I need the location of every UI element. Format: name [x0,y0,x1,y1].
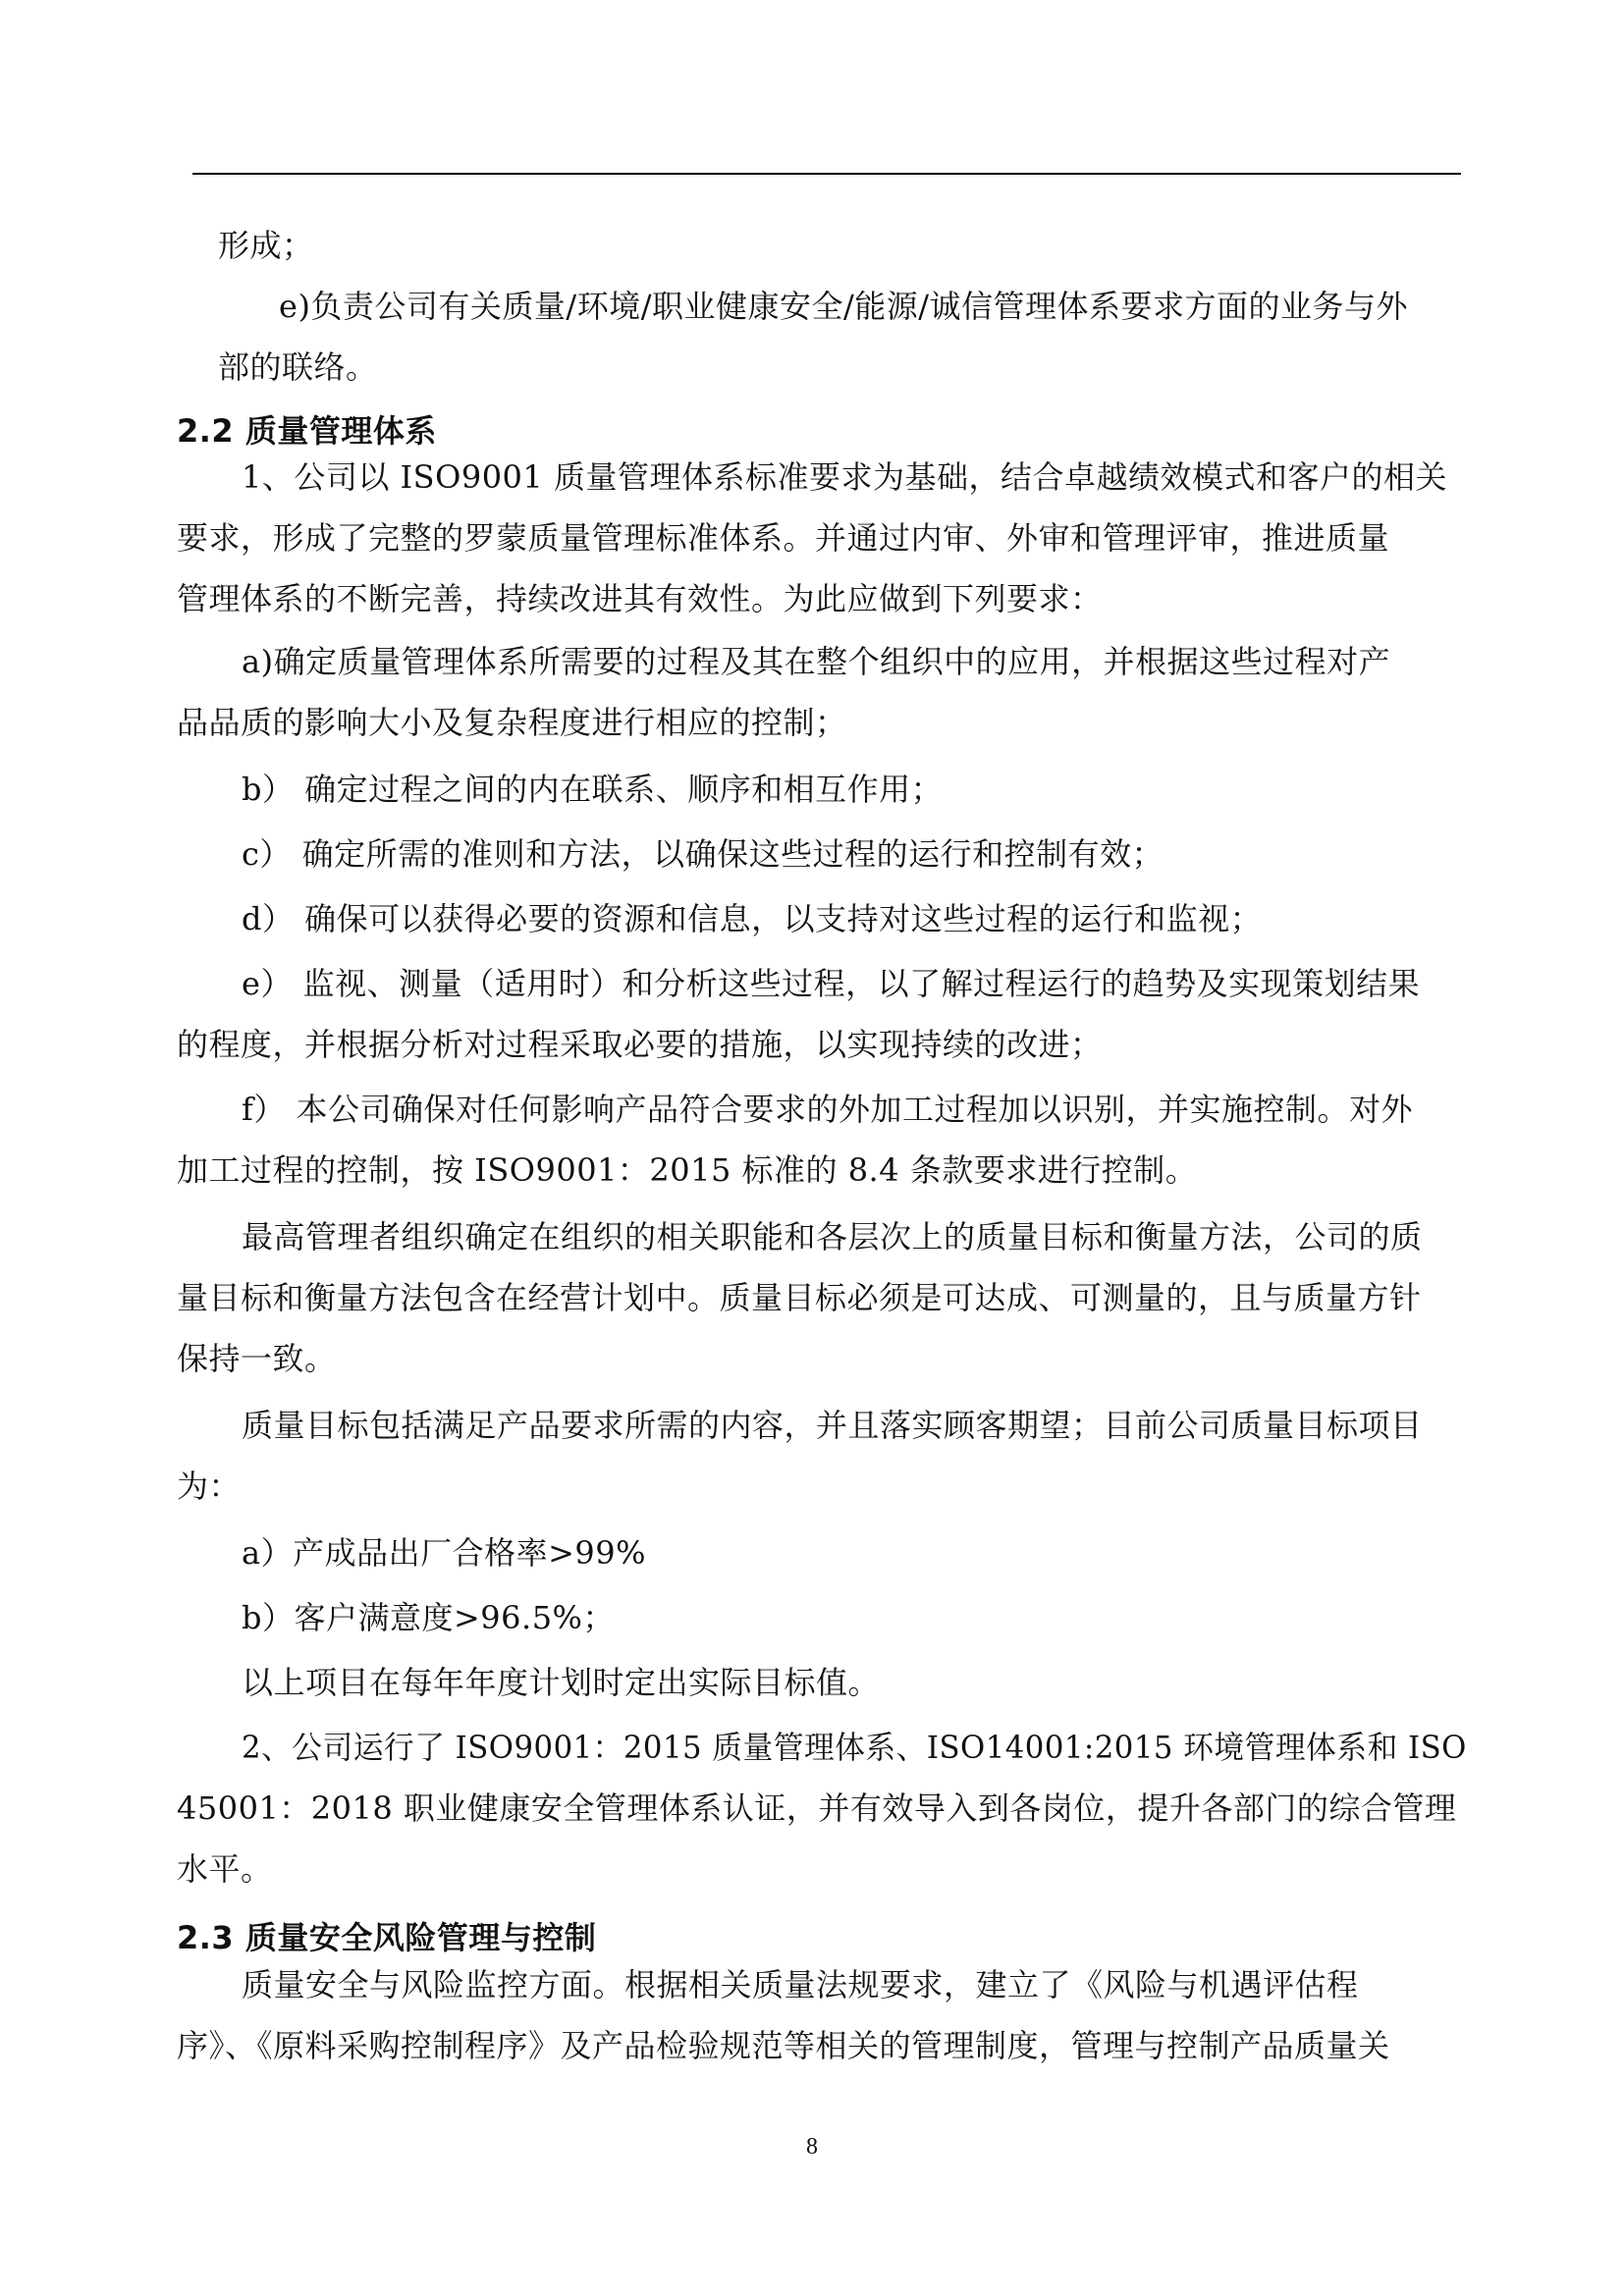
text-line: b） 确定过程之间的内在联系、顺序和相互作用； [242,771,944,808]
text-line: c） 确定所需的准则和方法，以确保这些过程的运行和控制有效； [242,835,1164,873]
section-heading-2-2: 2.2 质量管理体系 [177,412,437,450]
text-line: 保持一致。 [177,1340,337,1377]
text-line: 最高管理者组织确定在组织的相关职能和各层次上的质量目标和衡量方法，公司的质 [242,1218,1423,1255]
text-line: 45001：2018 职业健康安全管理体系认证，并有效导入到各岗位，提升各部门的综合管理 [177,1789,1457,1827]
text-line: 管理体系的不断完善，持续改进其有效性。为此应做到下列要求： [177,580,1103,617]
text-line: 形成； [218,227,314,264]
text-line: e)负责公司有关质量/环境/职业健康安全/能源/诚信管理体系要求方面的业务与外 [279,288,1409,325]
text-line: 要求，形成了完整的罗蒙质量管理标准体系。并通过内审、外审和管理评审，推进质量 [177,519,1390,557]
text-line: 2、公司运行了 ISO9001：2015 质量管理体系、ISO14001:2015 环境管理体系和 ISO [242,1729,1467,1766]
text-line: 序》、《原料采购控制程序》及产品检验规范等相关的管理制度，管理与控制产品质量关 [177,2027,1390,2064]
text-line: f） 本公司确保对任何影响产品符合要求的外加工过程加以识别，并实施控制。对外 [242,1091,1414,1128]
header-rule [192,173,1461,175]
text-line: 为： [177,1468,242,1505]
text-line: 的程度，并根据分析对过程采取必要的措施，以实现持续的改进； [177,1026,1103,1063]
text-line: 质量目标包括满足产品要求所需的内容，并且落实顾客期望；目前公司质量目标项目 [242,1407,1423,1444]
text-line: 量目标和衡量方法包含在经营计划中。质量目标必须是可达成、可测量的，且与质量方针 [177,1279,1422,1316]
text-line: a)确定质量管理体系所需要的过程及其在整个组织中的应用，并根据这些过程对产 [242,643,1391,680]
text-line: 以上项目在每年年度计划时定出实际目标值。 [242,1664,881,1701]
text-line: b）客户满意度>96.5%； [242,1599,615,1636]
text-line: 质量安全与风险监控方面。根据相关质量法规要求，建立了《风险与机遇评估程 [242,1966,1359,2003]
text-line: 部的联络。 [218,348,378,386]
text-line: 水平。 [177,1850,273,1888]
text-line: e） 监视、测量（适用时）和分析这些过程，以了解过程运行的趋势及实现策划结果 [242,965,1421,1002]
page-number: 8 [806,2134,818,2160]
text-line: a）产成品出厂合格率>99% [242,1534,647,1572]
text-line: 品品质的影响大小及复杂程度进行相应的控制； [177,704,847,741]
text-line: d） 确保可以获得必要的资源和信息，以支持对这些过程的运行和监视； [242,900,1263,937]
text-line: 加工过程的控制，按 ISO9001：2015 标准的 8.4 条款要求进行控制。 [177,1151,1198,1189]
section-heading-2-3: 2.3 质量安全风险管理与控制 [177,1919,597,1956]
text-line: 1、公司以 ISO9001 质量管理体系标准要求为基础，结合卓越绩效模式和客户的相关 [242,458,1447,496]
